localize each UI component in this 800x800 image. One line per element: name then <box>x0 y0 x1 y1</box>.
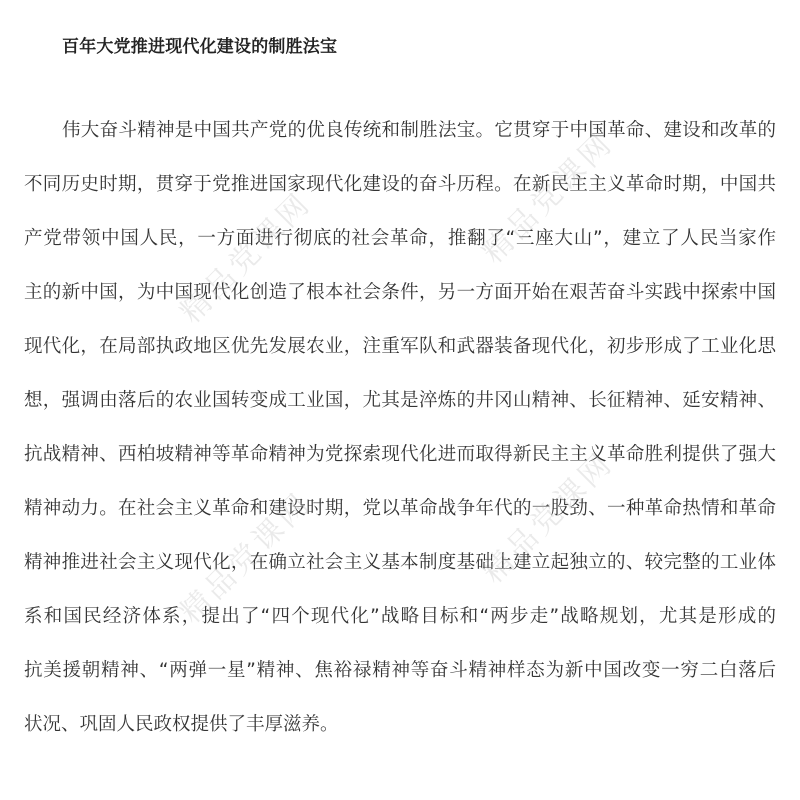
watermark-text: 精品党课网 <box>173 185 319 331</box>
watermark-text: 精品党课网 <box>475 125 621 271</box>
body-line: 伟大奋斗精神是中国共产党的优良传统和制胜法宝。它贯穿于中国革命、建设和改革的 <box>62 120 776 141</box>
body-line: 产党带领中国人民，一方面进行彻底的社会革命，推翻了“三座大山”，建立了人民当家作 <box>24 228 776 249</box>
body-line: 抗美援朝精神、“两弹一星”精神、焦裕禄精神等奋斗精神样态为新中国改变一穷二白落后 <box>24 660 776 681</box>
watermark-text: 精品党课网 <box>475 445 621 591</box>
document-title: 百年大党推进现代化建设的制胜法宝 <box>62 37 338 57</box>
body-line: 精神动力。在社会主义革命和建设时期，党以革命战争年代的一股劲、一种革命热情和革命 <box>24 498 776 519</box>
body-line: 精神推进社会主义现代化，在确立社会主义基本制度基础上建立起独立的、较完整的工业体 <box>24 552 776 573</box>
body-line: 不同历史时期，贯穿于党推进国家现代化建设的奋斗历程。在新民主主义革命时期，中国共 <box>24 174 776 195</box>
body-line: 想，强调由落后的农业国转变成工业国，尤其是淬炼的井冈山精神、长征精神、延安精神、 <box>24 390 776 411</box>
body-line: 现代化，在局部执政地区优先发展农业，注重军队和武器装备现代化，初步形成了工业化思 <box>24 336 776 357</box>
body-line: 系和国民经济体系，提出了“四个现代化”战略目标和“两步走”战略规划，尤其是形成的 <box>24 606 776 627</box>
document-body <box>24 112 776 760</box>
body-line: 状况、巩固人民政权提供了丰厚滋养。 <box>24 714 339 735</box>
watermark-text: 精品党课网 <box>173 485 319 631</box>
body-line: 抗战精神、西柏坡精神等革命精神为党探索现代化进而取得新民主主义革命胜利提供了强大 <box>24 444 776 465</box>
body-line: 主的新中国，为中国现代化创造了根本社会条件，另一方面开始在艰苦奋斗实践中探索中国 <box>24 282 776 303</box>
